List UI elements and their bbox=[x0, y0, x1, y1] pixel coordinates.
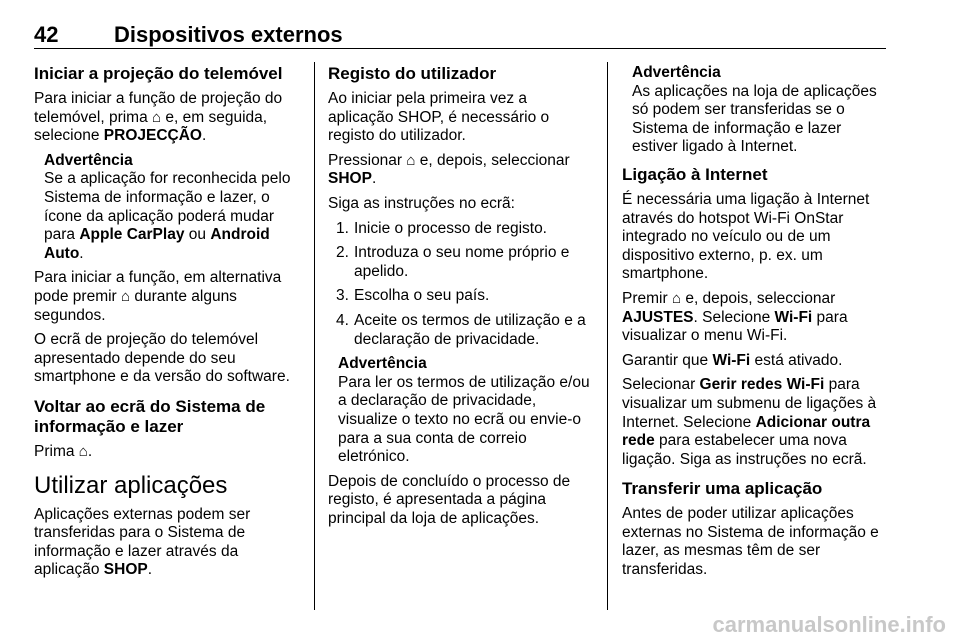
list-item: 1. Inicie o processo de registo. bbox=[336, 219, 547, 237]
note-text: Se a aplicação for reconhecida pelo Sistema de informação e lazer, o ícone da aplicação poderá mudar para Apple CarPlay ou Android Auto. bbox=[44, 170, 291, 262]
heading-internet-connection: Ligação à Internet bbox=[622, 164, 768, 184]
column-3 bbox=[622, 64, 890, 586]
paragraph: Siga as instruções no ecrã: bbox=[328, 194, 515, 212]
note-title: Advertência bbox=[44, 151, 133, 169]
column-1 bbox=[34, 64, 300, 586]
home-icon: ⌂ bbox=[152, 108, 162, 126]
heading-user-registration: Registo do utilizador bbox=[328, 64, 497, 83]
page-number: 42 bbox=[34, 22, 59, 47]
paragraph: Depois de concluído o processo de registo, é apresentada a página principal da loja de aplicações. bbox=[328, 472, 571, 527]
note-title: Advertência bbox=[338, 355, 427, 373]
paragraph: Garantir que Wi-Fi está ativado. bbox=[622, 351, 843, 369]
heading-back-to-system: Voltar ao ecrã do Sistema de informação e lazer bbox=[34, 396, 266, 436]
steps-list bbox=[328, 220, 590, 350]
column-divider-2 bbox=[607, 62, 608, 610]
paragraph: Selecionar Gerir redes Wi-Fi para visualizar um submenu de ligações à Internet. Selecione Adicionar outra rede para estabelecer uma nova ligação. Siga as instruções no ecrã. bbox=[622, 376, 877, 468]
note-text: As aplicações na loja de aplicações só podem ser transferidas se o Sistema de informação e lazer estiver ligado à Internet. bbox=[632, 82, 877, 156]
home-icon: ⌂ bbox=[78, 442, 88, 460]
note-block bbox=[632, 64, 890, 157]
paragraph: Premir ⌂ e, depois, seleccionar AJUSTES. Selecione Wi-Fi para visualizar o menu Wi-Fi. bbox=[622, 289, 848, 345]
paragraph: Prima ⌂. bbox=[34, 442, 93, 460]
list-item: 2. Introduza o seu nome próprio e apelido. bbox=[336, 244, 570, 280]
home-icon: ⌂ bbox=[671, 289, 682, 307]
paragraph: Aplicações externas podem ser transferidas para o Sistema de informação e lazer através da aplicação SHOP. bbox=[34, 505, 251, 579]
column-2 bbox=[328, 64, 590, 534]
paragraph: Pressionar ⌂ e, depois, seleccionar SHOP. bbox=[328, 151, 570, 188]
heading-transfer-app: Transferir uma aplicação bbox=[622, 479, 823, 499]
page-header bbox=[34, 8, 886, 46]
column-divider-1 bbox=[314, 62, 315, 610]
note-title: Advertência bbox=[632, 64, 721, 81]
paragraph: Ao iniciar pela primeira vez a aplicação SHOP, é necessário o registo do utilizador. bbox=[328, 90, 550, 145]
paragraph: É necessária uma ligação à Internet através do hotspot Wi-Fi OnStar integrado no veículo ou de um dispositivo externo, p. ex. um smartphone. bbox=[622, 190, 870, 283]
list-item: 3. Escolha o seu país. bbox=[336, 287, 490, 305]
note-block bbox=[44, 152, 300, 264]
home-icon: ⌂ bbox=[121, 287, 131, 305]
paragraph: O ecrã de projeção do telemóvel apresentado depende do seu smartphone e da versão do software. bbox=[34, 331, 290, 386]
note-block bbox=[338, 355, 590, 467]
list-item: 4. Aceite os termos de utilização e a declaração de privacidade. bbox=[336, 311, 586, 348]
heading-use-apps: Utilizar aplicações bbox=[34, 471, 228, 499]
paragraph: Para iniciar a função de projeção do telemóvel, prima ⌂ e, em seguida, selecione PROJECÇÃO. bbox=[34, 90, 283, 145]
paragraph: Para iniciar a função, em alternativa pode premir ⌂ durante alguns segundos. bbox=[34, 269, 282, 324]
paragraph: Antes de poder utilizar aplicações externas no Sistema de informação e lazer, as mesmas têm de ser transferidas. bbox=[622, 505, 879, 579]
home-icon: ⌂ bbox=[406, 151, 416, 169]
chapter-title: Dispositivos externos bbox=[114, 22, 343, 47]
heading-start-projection: Iniciar a projeção do telemóvel bbox=[34, 64, 283, 83]
note-text: Para ler os termos de utilização e/ou a declaração de privacidade, visualize o texto no ecrã ou envie-o para a sua conta de correio eletrónico. bbox=[338, 373, 590, 466]
header-rule bbox=[34, 48, 886, 49]
watermark: carmanualsonline.info bbox=[712, 612, 946, 637]
